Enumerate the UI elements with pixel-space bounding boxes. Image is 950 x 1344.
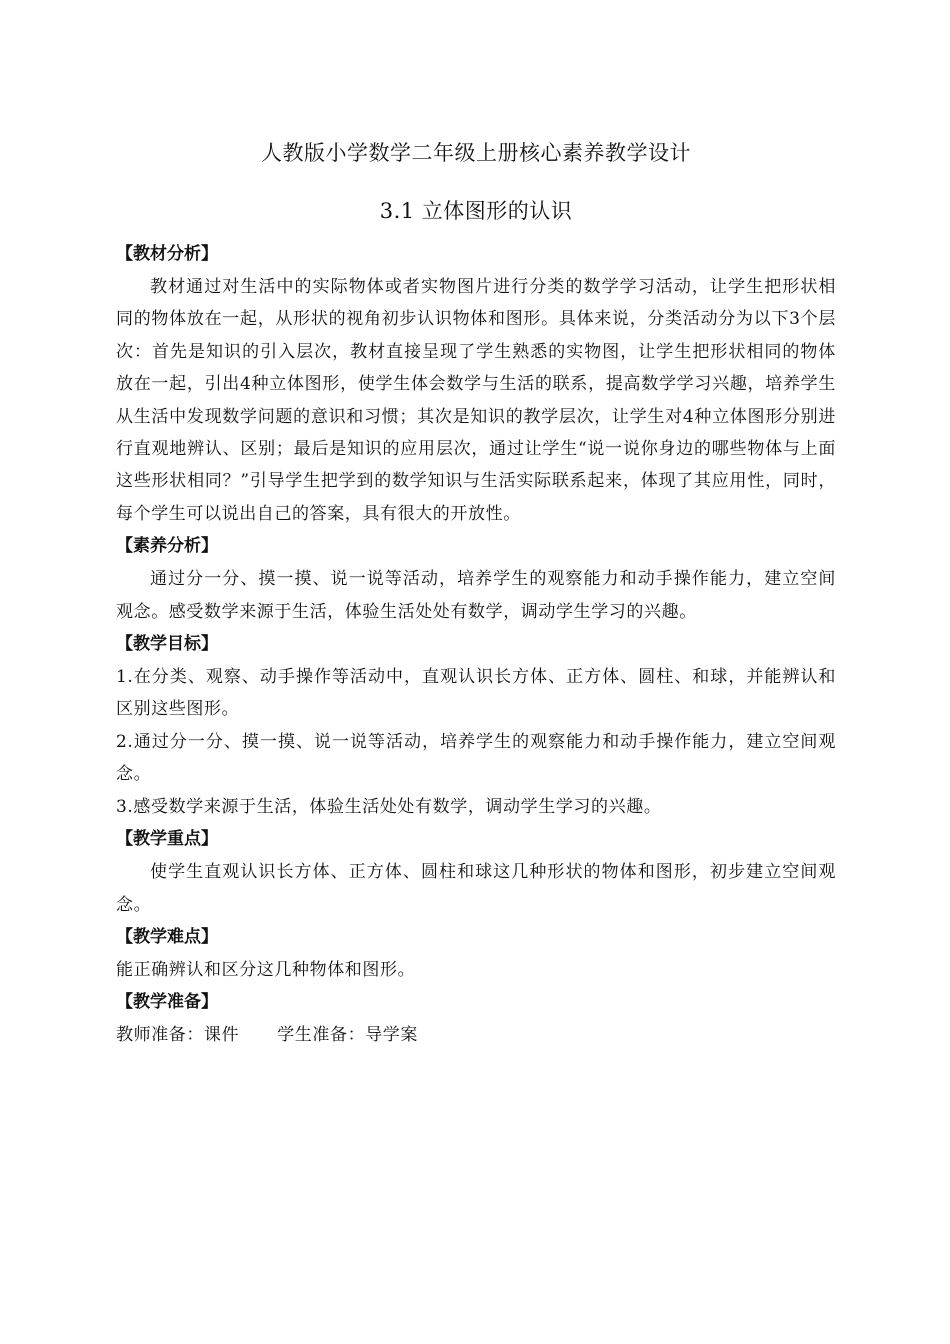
teacher-preparation: 教师准备：课件	[116, 1025, 240, 1046]
section-paragraph: 通过分一分、摸一摸、说一说等活动，培养学生的观察能力和动手操作能力，建立空间观念。感受数学来源于生活，体验生活处处有数学，调动学生学习的兴趣。	[116, 569, 836, 622]
section-literacy-analysis	[116, 530, 836, 628]
section-heading: 【素养分析】	[116, 536, 218, 557]
section-difficulties	[116, 921, 836, 986]
objective-item: 2.通过分一分、摸一摸、说一说等活动，培养学生的观察能力和动手操作能力，建立空间观念。	[116, 731, 836, 785]
section-heading: 【教学难点】	[116, 926, 218, 947]
section-paragraph: 教材通过对生活中的实际物体或者实物图片进行分类的数学学习活动，让学生把形状相同的物体放在一起，从形状的视角初步认识物体和图形。具体来说，分类活动分为以下3个层次：首先是知识的引入层次，教材直接呈现了学生熟悉的实物图，让学生把形状相同的物体放在一起，引出4种立体图形，使学生体会数学与生活的联系，提高数学学习兴趣，培养学生从生活中发现数学问题的意识和习惯；其次是知识的教学层次，让学生对4种立体图形分别进行直观地辨认、区别；最后是知识的应用层次，通过让学生“说一说你身边的哪些物体与上面这些形状相同？”引导学生把学到的数学知识与生活实际联系起来，体现了其应用性，同时，每个学生可以说出自己的答案，具有很大的开放性。	[116, 277, 836, 524]
section-teaching-objectives	[116, 628, 836, 823]
student-preparation: 学生准备：导学案	[277, 1025, 419, 1046]
section-textbook-analysis	[116, 238, 836, 530]
objective-item: 3.感受数学来源于生活，体验生活处处有数学，调动学生学习的兴趣。	[116, 796, 662, 817]
section-preparation	[116, 986, 836, 1051]
preparation-line	[116, 1019, 836, 1051]
document-body	[116, 130, 836, 1052]
objective-item: 1.在分类、观察、动手操作等活动中，直观认识长方体、正方体、圆柱、和球，并能辨认和区别这些图形。	[116, 667, 836, 720]
document-title: 人教版小学数学二年级上册核心素养教学设计	[261, 141, 691, 165]
section-heading: 【教学准备】	[116, 992, 218, 1013]
section-heading: 【教学目标】	[116, 634, 218, 655]
section-paragraph: 能正确辨认和区分这几种物体和图形。	[116, 959, 416, 980]
section-heading: 【教材分析】	[116, 244, 218, 264]
section-paragraph: 使学生直观认识长方体、正方体、圆柱和球这几种形状的物体和图形，初步建立空间观念。	[116, 862, 836, 915]
lesson-title: 3.1 立体图形的认识	[379, 199, 573, 223]
section-key-points	[116, 823, 836, 921]
section-heading: 【教学重点】	[116, 829, 218, 850]
